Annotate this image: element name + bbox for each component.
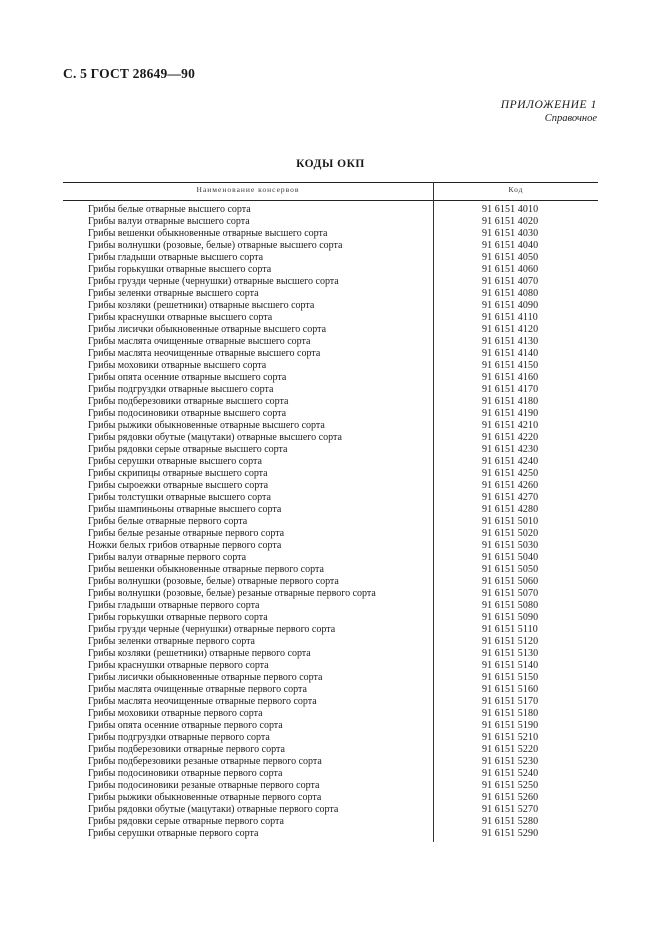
table-row [63, 588, 598, 600]
product-name: Грибы гладыши отварные высшего сорта [88, 252, 264, 263]
table-row [63, 420, 598, 432]
product-name: Грибы подгруздки отварные первого сорта [88, 732, 270, 743]
product-name: Грибы сыроежки отварные высшего сорта [88, 480, 269, 491]
okp-code: 91 6151 5240 [482, 768, 539, 779]
table-body [63, 204, 598, 840]
product-name: Грибы рядовки серые отварные высшего сорта [88, 444, 288, 455]
appendix-block [501, 99, 597, 125]
table-row [63, 240, 598, 252]
product-name: Грибы скрипицы отварные высшего сорта [88, 468, 268, 479]
table-row [63, 276, 598, 288]
okp-code: 91 6151 4060 [482, 264, 539, 275]
table-row [63, 576, 598, 588]
product-name: Грибы моховики отварные высшего сорта [88, 360, 267, 371]
product-name: Грибы подберезовики отварные первого сорта [88, 744, 285, 755]
table-row [63, 648, 598, 660]
okp-code: 91 6151 4050 [482, 252, 539, 263]
okp-code: 91 6151 5080 [482, 600, 539, 611]
table-row [63, 768, 598, 780]
okp-code: 91 6151 5160 [482, 684, 539, 695]
product-name: Грибы маслята неочищенные отварные первого сорта [88, 696, 317, 707]
okp-code: 91 6151 4080 [482, 288, 539, 299]
table-row [63, 792, 598, 804]
table-row [63, 672, 598, 684]
product-name: Грибы волнушки (розовые, белые) резаные отварные первого сорта [88, 588, 376, 599]
table-row [63, 756, 598, 768]
product-name: Грибы краснушки отварные высшего сорта [88, 312, 273, 323]
okp-code: 91 6151 5260 [482, 792, 539, 803]
document-title: КОДЫ ОКП [296, 158, 365, 170]
table-row [63, 324, 598, 336]
okp-code: 91 6151 5010 [482, 516, 539, 527]
product-name: Грибы зеленки отварные первого сорта [88, 636, 255, 647]
okp-code: 91 6151 4220 [482, 432, 539, 443]
product-name: Грибы подгруздки отварные высшего сорта [88, 384, 274, 395]
okp-code: 91 6151 4090 [482, 300, 539, 311]
table-row [63, 444, 598, 456]
table-row [63, 828, 598, 840]
product-name: Грибы грузди черные (чернушки) отварные первого сорта [88, 624, 336, 635]
table-row [63, 624, 598, 636]
product-name: Грибы моховики отварные первого сорта [88, 708, 263, 719]
okp-code: 91 6151 5270 [482, 804, 539, 815]
product-name: Грибы подберезовики отварные высшего сорта [88, 396, 289, 407]
product-name: Грибы рыжики обыкновенные отварные высшего сорта [88, 420, 325, 431]
product-name: Грибы серушки отварные первого сорта [88, 828, 259, 839]
product-name: Грибы лисички обыкновенные отварные высшего сорта [88, 324, 327, 335]
product-name: Грибы маслята неочищенные отварные высшего сорта [88, 348, 321, 359]
okp-code: 91 6151 5190 [482, 720, 539, 731]
table-row [63, 636, 598, 648]
table-row [63, 480, 598, 492]
product-name: Грибы лисички обыкновенные отварные первого сорта [88, 672, 323, 683]
okp-code: 91 6151 4170 [482, 384, 539, 395]
product-name: Грибы подосиновики отварные первого сорта [88, 768, 283, 779]
table-row [63, 516, 598, 528]
product-name: Грибы опята осенние отварные первого сорта [88, 720, 283, 731]
table-row [63, 504, 598, 516]
table-row [63, 492, 598, 504]
okp-code: 91 6151 5060 [482, 576, 539, 587]
okp-code: 91 6151 5070 [482, 588, 539, 599]
product-name: Ножки белых грибов отварные первого сорта [88, 540, 282, 551]
table-row [63, 264, 598, 276]
product-name: Грибы подосиновики резаные отварные первого сорта [88, 780, 320, 791]
product-name: Грибы горькушки отварные высшего сорта [88, 264, 272, 275]
table-row [63, 252, 598, 264]
okp-code: 91 6151 4010 [482, 204, 539, 215]
product-name: Грибы шампиньоны отварные высшего сорта [88, 504, 282, 515]
product-name: Грибы белые отварные высшего сорта [88, 204, 251, 215]
product-name: Грибы волнушки (розовые, белые) отварные первого сорта [88, 576, 339, 587]
okp-code: 91 6151 5180 [482, 708, 539, 719]
product-name: Грибы опята осенние отварные высшего сорта [88, 372, 287, 383]
okp-code: 91 6151 5280 [482, 816, 539, 827]
table-row [63, 288, 598, 300]
table-row [63, 456, 598, 468]
okp-code: 91 6151 4130 [482, 336, 539, 347]
okp-code: 91 6151 4070 [482, 276, 539, 287]
table-row [63, 804, 598, 816]
product-name: Грибы рядовки обутые (мацутаки) отварные высшего сорта [88, 432, 342, 443]
okp-code: 91 6151 4270 [482, 492, 539, 503]
okp-code: 91 6151 4020 [482, 216, 539, 227]
okp-code: 91 6151 5110 [482, 624, 538, 635]
okp-codes-table [63, 182, 598, 842]
product-name: Грибы маслята очищенные отварные первого сорта [88, 684, 307, 695]
okp-code: 91 6151 5170 [482, 696, 539, 707]
product-name: Грибы гладыши отварные первого сорта [88, 600, 260, 611]
table-row [63, 204, 598, 216]
product-name: Грибы горькушки отварные первого сорта [88, 612, 268, 623]
table-row [63, 732, 598, 744]
product-name: Грибы серушки отварные высшего сорта [88, 456, 262, 467]
okp-code: 91 6151 5140 [482, 660, 539, 671]
okp-code: 91 6151 5120 [482, 636, 539, 647]
table-row [63, 312, 598, 324]
okp-code: 91 6151 5250 [482, 780, 539, 791]
appendix-label: ПРИЛОЖЕНИЕ 1 [500, 99, 597, 111]
okp-code: 91 6151 4030 [482, 228, 539, 239]
table-row [63, 228, 598, 240]
okp-code: 91 6151 5130 [482, 648, 539, 659]
column-header-code: Код [508, 185, 524, 194]
table-row [63, 360, 598, 372]
table-row [63, 720, 598, 732]
table-row [63, 432, 598, 444]
table-row [63, 396, 598, 408]
table-row [63, 816, 598, 828]
product-name: Грибы толстушки отварные высшего сорта [88, 492, 271, 503]
product-name: Грибы подберезовики резаные отварные первого сорта [88, 756, 322, 767]
product-name: Грибы зеленки отварные высшего сорта [88, 288, 259, 299]
table-row [63, 408, 598, 420]
product-name: Грибы маслята очищенные отварные высшего сорта [88, 336, 311, 347]
table-row [63, 780, 598, 792]
table-row [63, 660, 598, 672]
okp-code: 91 6151 4250 [482, 468, 539, 479]
table-row [63, 336, 598, 348]
table-row [63, 468, 598, 480]
table-row [63, 564, 598, 576]
okp-code: 91 6151 4260 [482, 480, 539, 491]
product-name: Грибы козляки (решетники) отварные высшего сорта [88, 300, 315, 311]
table-row [63, 372, 598, 384]
product-name: Грибы белые отварные первого сорта [88, 516, 248, 527]
product-name: Грибы волнушки (розовые, белые) отварные высшего сорта [88, 240, 343, 251]
table-row [63, 744, 598, 756]
column-header-name: Наименование консервов [196, 185, 300, 194]
table-row [63, 612, 598, 624]
product-name: Грибы козляки (решетники) отварные первого сорта [88, 648, 311, 659]
table-row [63, 348, 598, 360]
product-name: Грибы валуи отварные высшего сорта [88, 216, 250, 227]
table-row [63, 540, 598, 552]
okp-code: 91 6151 5020 [482, 528, 539, 539]
okp-code: 91 6151 4120 [482, 324, 539, 335]
table-row [63, 708, 598, 720]
okp-code: 91 6151 5210 [482, 732, 539, 743]
okp-code: 91 6151 5090 [482, 612, 539, 623]
okp-code: 91 6151 4210 [482, 420, 539, 431]
product-name: Грибы грузди черные (чернушки) отварные высшего сорта [88, 276, 339, 287]
product-name: Грибы вешенки обыкновенные отварные первого сорта [88, 564, 324, 575]
product-name: Грибы рядовки обутые (мацутаки) отварные первого сорта [88, 804, 339, 815]
product-name: Грибы белые резаные отварные первого сорта [88, 528, 285, 539]
appendix-note: Справочное [544, 113, 597, 124]
table-row [63, 600, 598, 612]
product-name: Грибы валуи отварные первого сорта [88, 552, 247, 563]
okp-code: 91 6151 4190 [482, 408, 539, 419]
table-row [63, 552, 598, 564]
product-name: Грибы рядовки серые отварные первого сорта [88, 816, 284, 827]
okp-code: 91 6151 4240 [482, 456, 539, 467]
okp-code: 91 6151 4040 [482, 240, 539, 251]
table-row [63, 684, 598, 696]
product-name: Грибы вешенки обыкновенные отварные высшего сорта [88, 228, 328, 239]
okp-code: 91 6151 4110 [482, 312, 538, 323]
okp-code: 91 6151 5230 [482, 756, 539, 767]
okp-code: 91 6151 5290 [482, 828, 539, 839]
okp-code: 91 6151 4230 [482, 444, 539, 455]
okp-code: 91 6151 5050 [482, 564, 539, 575]
okp-code: 91 6151 5220 [482, 744, 539, 755]
table-row [63, 216, 598, 228]
table-header [63, 182, 598, 200]
okp-code: 91 6151 4180 [482, 396, 539, 407]
okp-code: 91 6151 5030 [482, 540, 539, 551]
table-row [63, 528, 598, 540]
okp-code: 91 6151 4280 [482, 504, 539, 515]
product-name: Грибы краснушки отварные первого сорта [88, 660, 269, 671]
table-row [63, 384, 598, 396]
okp-code: 91 6151 4150 [482, 360, 539, 371]
table-row [63, 696, 598, 708]
product-name: Грибы рыжики обыкновенные отварные первого сорта [88, 792, 322, 803]
okp-code: 91 6151 4140 [482, 348, 539, 359]
table-row [63, 300, 598, 312]
page-header: С. 5 ГОСТ 28649—90 [63, 66, 196, 81]
product-name: Грибы подосиновики отварные высшего сорта [88, 408, 287, 419]
okp-code: 91 6151 4160 [482, 372, 539, 383]
okp-code: 91 6151 5040 [482, 552, 539, 563]
table-header-rule [63, 200, 598, 201]
okp-code: 91 6151 5150 [482, 672, 539, 683]
